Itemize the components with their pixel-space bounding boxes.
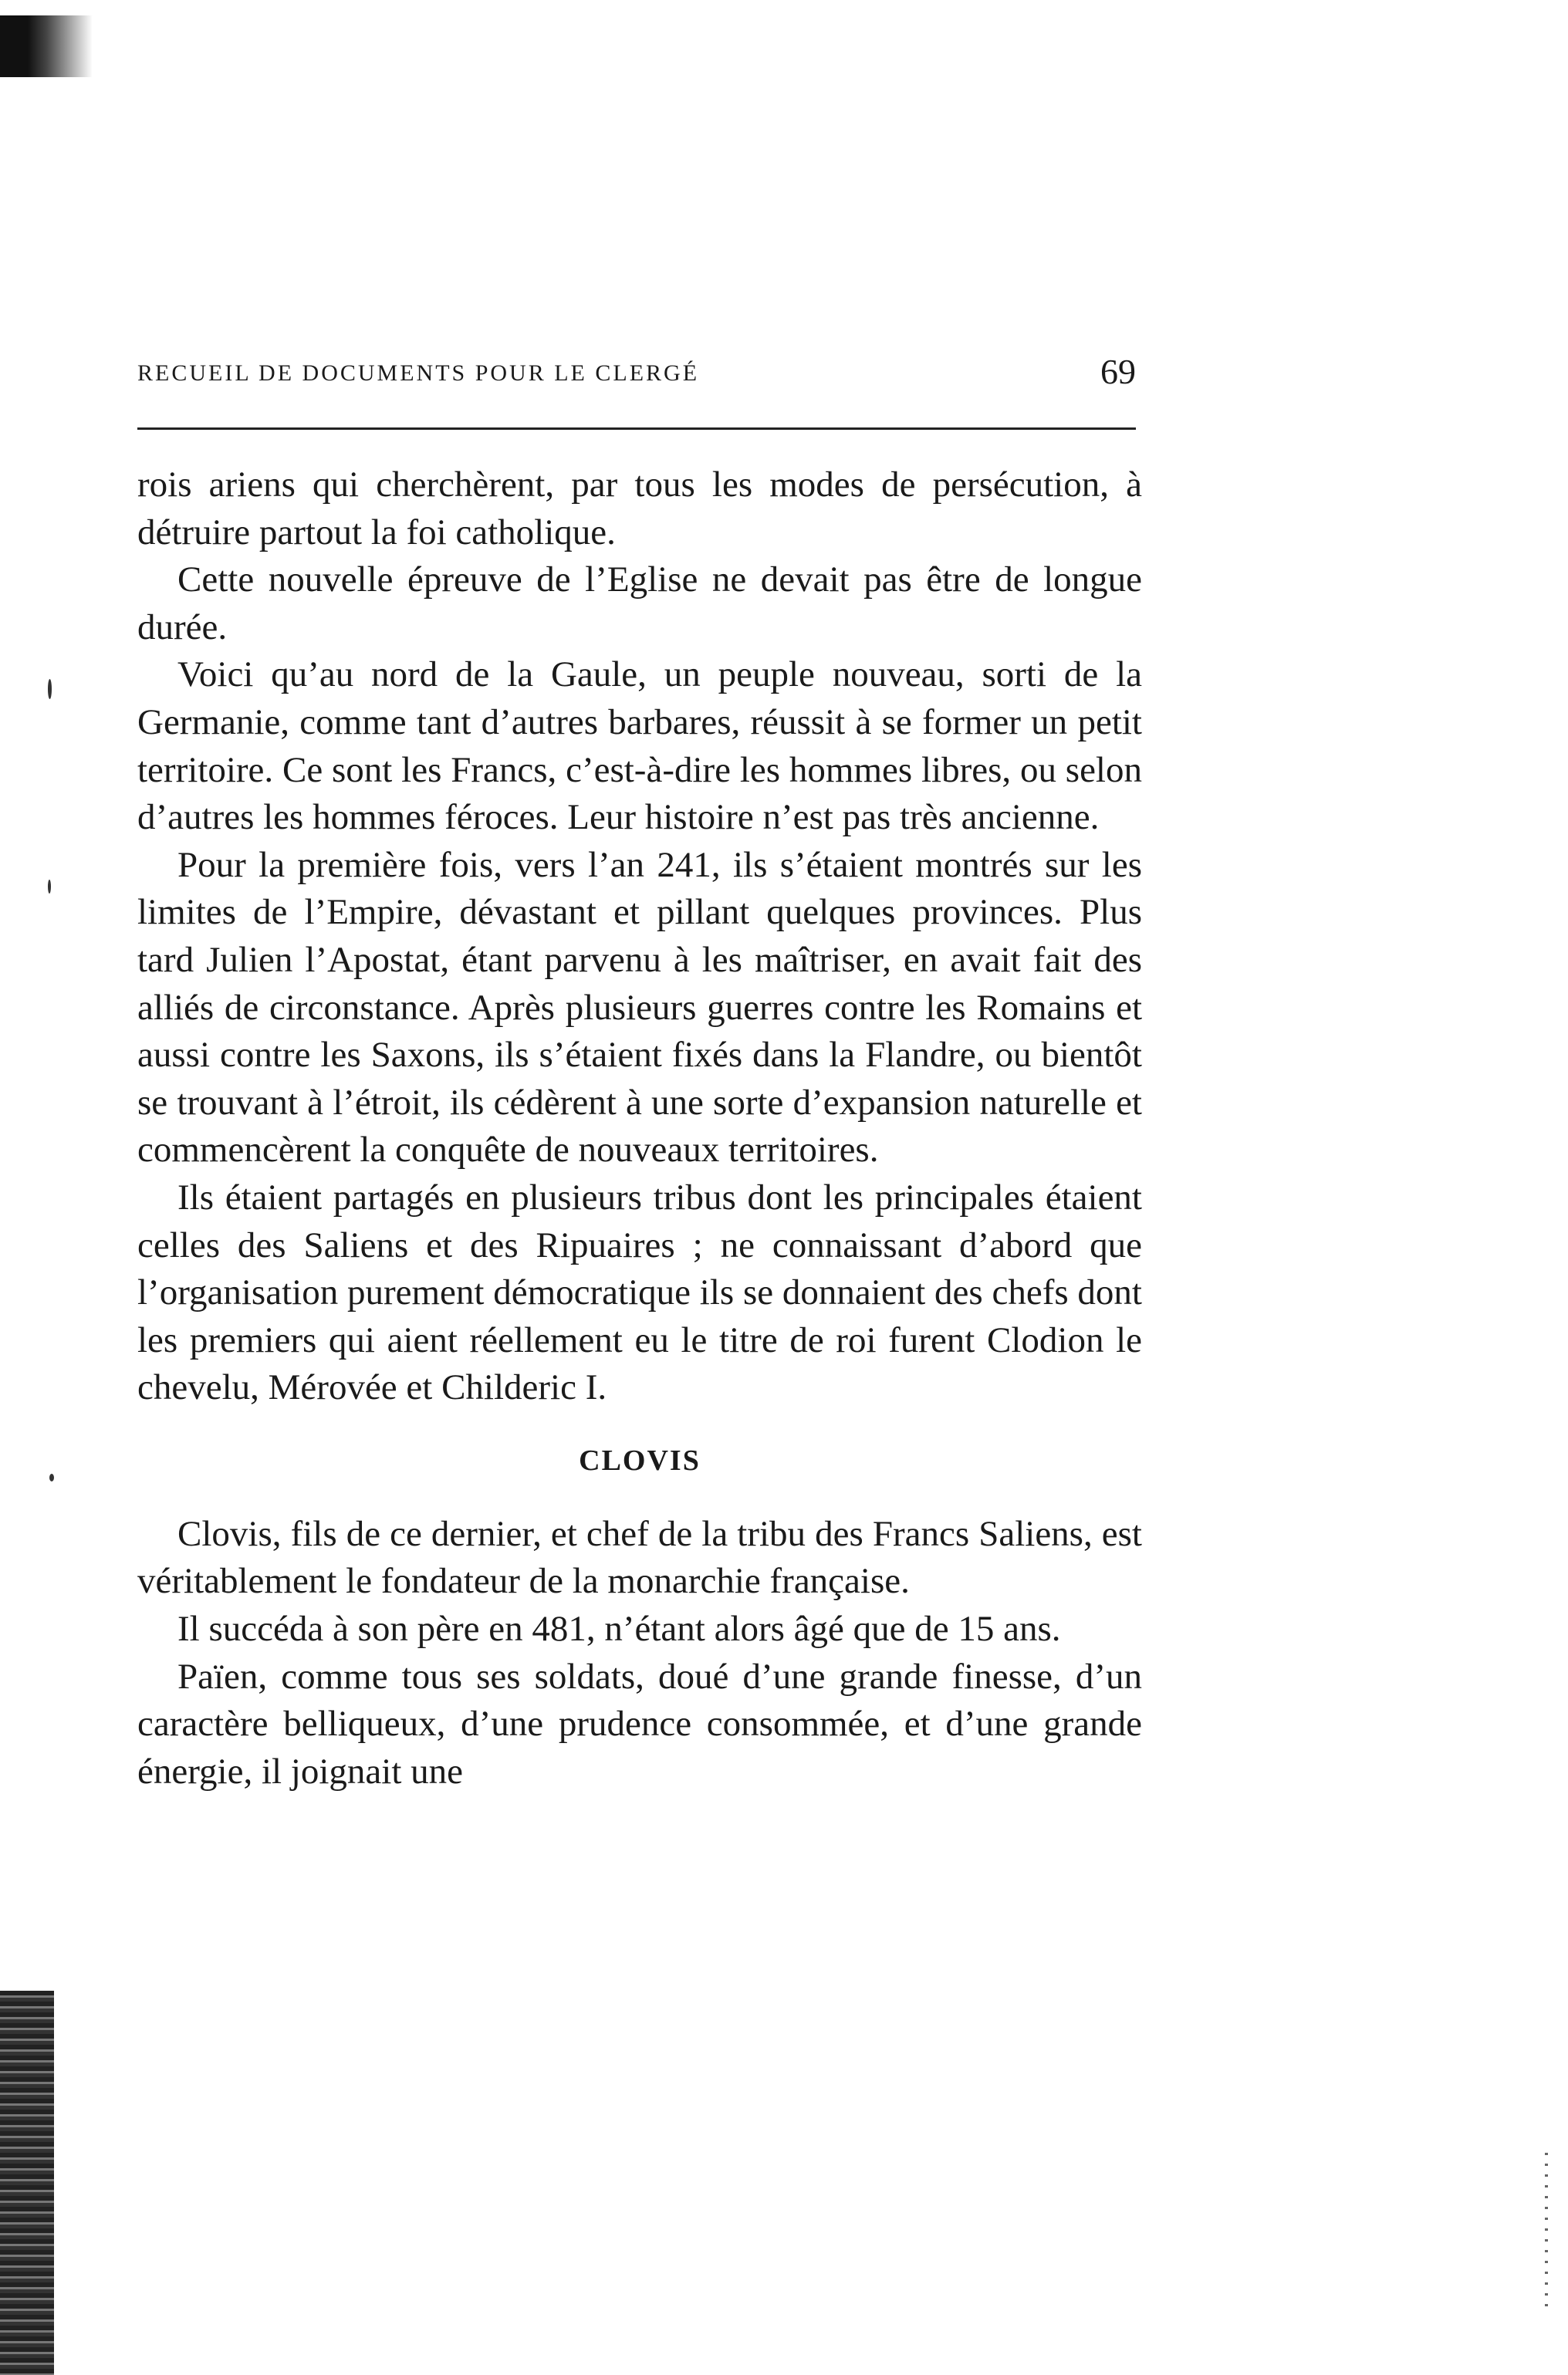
header-rule xyxy=(137,427,1136,430)
paragraph: rois ariens qui cherchèrent, par tous les modes de persécution, à détruire partout la foi catholique. xyxy=(137,465,1142,552)
page-header xyxy=(137,351,1136,405)
scan-speck xyxy=(49,1474,54,1481)
scan-edge-artifact-top xyxy=(0,15,93,77)
scan-speck xyxy=(48,679,52,699)
paragraph: Païen, comme tous ses soldats, doué d’une grande finesse, d’un caractère belliqueux, d’une prudence consommée, et d’une grande énergie, il joignait une xyxy=(137,1656,1142,1792)
scan-speck xyxy=(48,880,51,894)
running-head: RECUEIL DE DOCUMENTS POUR LE CLERGÉ xyxy=(137,360,700,386)
page-number: 69 xyxy=(1100,352,1136,391)
paragraph: Cette nouvelle épreuve de l’Eglise ne devait pas être de longue durée. xyxy=(137,559,1142,647)
body-text xyxy=(137,461,1142,1796)
paragraph: Voici qu’au nord de la Gaule, un peuple nouveau, sorti de la Germanie, comme tant d’autres barbares, réussit à se former un petit territoire. Ce sont les Francs, c’est-à-dire les hommes libres, ou selon d’autres les hommes féroces. Leur histoire n’est pas très ancienne. xyxy=(137,654,1142,838)
scan-edge-artifact-right xyxy=(1545,2153,1548,2307)
paragraph: Clovis, fils de ce dernier, et chef de la tribu des Francs Saliens, est véritablement le fondateur de la monarchie française. xyxy=(137,1513,1142,1602)
section-title: CLOVIS xyxy=(579,1444,701,1477)
paragraph: Ils étaient partagés en plusieurs tribus dont les principales étaient celles des Saliens et des Ripuaires ; ne connaissant d’abord que l’organisation purement démocratique ils se donnaient des chefs dont les premiers qui aient réellement eu le titre de roi furent Clodion le chevelu, Mérovée et Childeric I. xyxy=(137,1177,1142,1408)
scan-edge-artifact-bottom xyxy=(0,1991,54,2375)
paragraph: Il succéda à son père en 481, n’étant alors âgé que de 15 ans. xyxy=(177,1609,1061,1650)
paragraph: Pour la première fois, vers l’an 241, ils s’étaient montrés sur les limites de l’Empire, dévastant et pillant quelques provinces. Plus tard Julien l’Apostat, étant parvenu à les maîtriser, en avait fait des alliés de circonstance. Après plusieurs guerres contre les Romains et aussi contre les Saxons, ils s’étaient fixés dans la Flandre, ou bientôt se trouvant à l’étroit, ils cédèrent à une sorte d’expansion naturelle et commencèrent la conquête de nouveaux territoires. xyxy=(137,844,1142,1171)
